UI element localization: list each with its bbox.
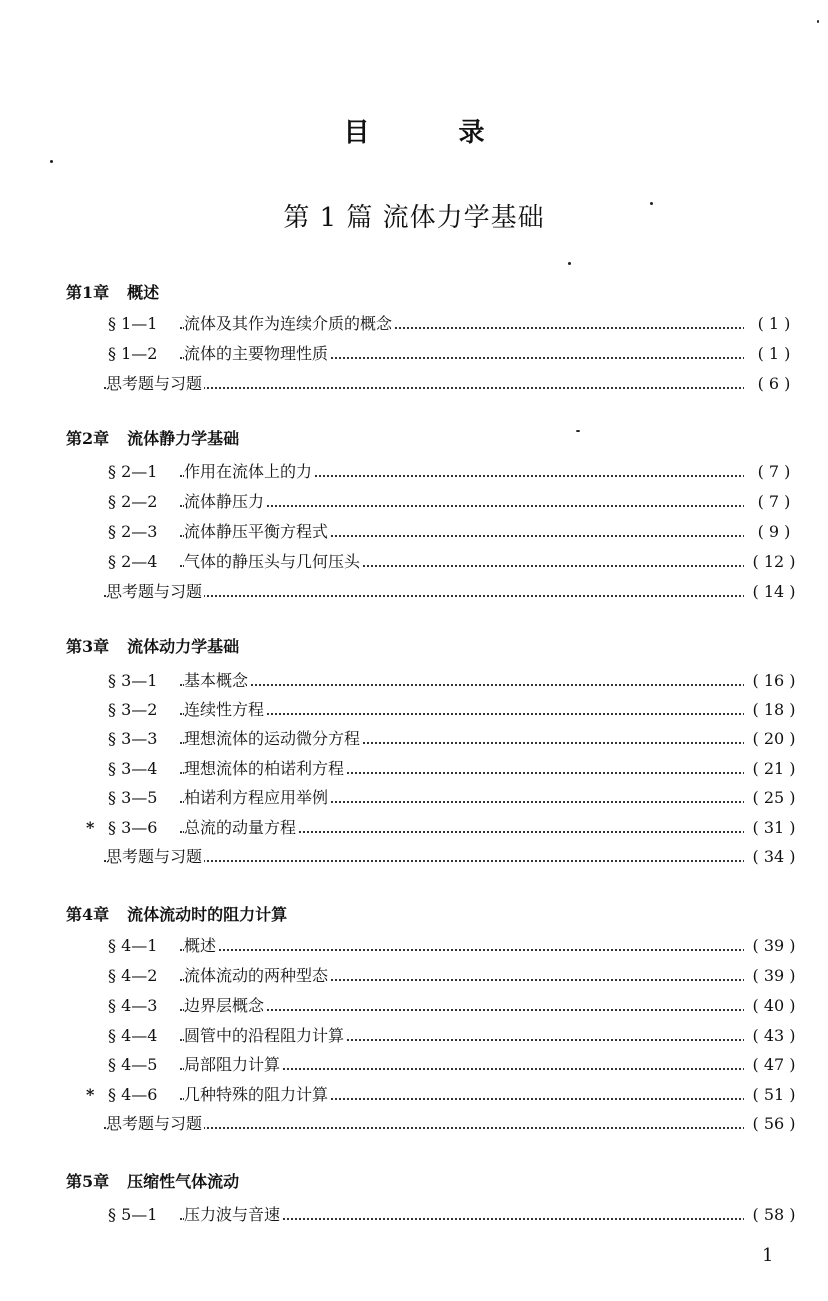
section-number: § 1—2 bbox=[108, 344, 158, 363]
section-number: § 3—6 bbox=[108, 818, 158, 837]
section-number: § 2—1 bbox=[108, 462, 158, 481]
entry-title: 基本概念 bbox=[184, 669, 250, 693]
toc-entry[interactable] bbox=[0, 460, 828, 484]
scan-speck bbox=[50, 160, 53, 163]
entry-page: ( 25 ) bbox=[744, 786, 800, 810]
entry-page: ( 39 ) bbox=[744, 964, 800, 988]
chapter-title: 压缩性气体流动 bbox=[127, 1172, 240, 1191]
entry-title: 理想流体的运动微分方程 bbox=[184, 727, 362, 751]
section-number: § 2—2 bbox=[108, 492, 158, 511]
entry-title: 流体静压力 bbox=[184, 490, 266, 514]
chapter-label: 第2章 bbox=[66, 429, 110, 448]
toc-entry[interactable] bbox=[0, 934, 828, 958]
entry-title: 气体的静压头与几何压头 bbox=[184, 550, 362, 574]
entry-page: ( 7 ) bbox=[744, 460, 800, 484]
toc-entry[interactable] bbox=[0, 845, 828, 869]
optional-mark: * bbox=[86, 1085, 95, 1104]
section-number: § 3—5 bbox=[108, 788, 158, 807]
toc-entry[interactable] bbox=[0, 1083, 828, 1107]
scan-speck bbox=[817, 20, 819, 23]
entry-title: 连续性方程 bbox=[184, 698, 266, 722]
entry-title: 流体及其作为连续介质的概念 bbox=[184, 312, 394, 336]
chapter-label: 第4章 bbox=[66, 905, 110, 924]
entry-page: ( 34 ) bbox=[744, 845, 800, 869]
entry-page: ( 7 ) bbox=[744, 490, 800, 514]
entry-title: 柏诺利方程应用举例 bbox=[184, 786, 330, 810]
toc-entry[interactable] bbox=[0, 727, 828, 751]
toc-entry[interactable] bbox=[0, 669, 828, 693]
section-number: § 3—2 bbox=[108, 700, 158, 719]
toc-entry[interactable] bbox=[0, 342, 828, 366]
entry-title: 局部阻力计算 bbox=[184, 1053, 282, 1077]
toc-entry[interactable] bbox=[0, 757, 828, 781]
entry-title: 理想流体的柏诺利方程 bbox=[184, 757, 346, 781]
entry-page: ( 18 ) bbox=[744, 698, 800, 722]
toc-entry[interactable] bbox=[0, 1024, 828, 1048]
dot-leader bbox=[180, 684, 748, 686]
entry-page: ( 14 ) bbox=[744, 580, 800, 604]
entry-title: 作用在流体上的力 bbox=[184, 460, 314, 484]
toc-entry[interactable] bbox=[0, 786, 828, 810]
entry-page: ( 1 ) bbox=[744, 342, 800, 366]
section-number: § 4—1 bbox=[108, 936, 158, 955]
entry-page: ( 1 ) bbox=[744, 312, 800, 336]
entry-title: 思考题与习题 bbox=[106, 372, 204, 396]
scan-speck bbox=[576, 430, 580, 432]
toc-entry[interactable] bbox=[0, 964, 828, 988]
toc-entry[interactable] bbox=[0, 994, 828, 1018]
entry-page: ( 51 ) bbox=[744, 1083, 800, 1107]
toc-entry[interactable] bbox=[0, 312, 828, 336]
entry-title: 思考题与习题 bbox=[106, 580, 204, 604]
section-number: § 2—4 bbox=[108, 552, 158, 571]
section-number: § 3—1 bbox=[108, 671, 158, 690]
scan-speck bbox=[568, 262, 571, 265]
entry-page: ( 40 ) bbox=[744, 994, 800, 1018]
chapter-heading bbox=[66, 1169, 239, 1192]
section-number: § 1—1 bbox=[108, 314, 158, 333]
toc-entry[interactable] bbox=[0, 372, 828, 396]
entry-page: ( 16 ) bbox=[744, 669, 800, 693]
entry-page: ( 20 ) bbox=[744, 727, 800, 751]
section-number: § 4—5 bbox=[108, 1055, 158, 1074]
entry-page: ( 56 ) bbox=[744, 1112, 800, 1136]
toc-entry[interactable] bbox=[0, 1112, 828, 1136]
toc-entry[interactable] bbox=[0, 1203, 828, 1227]
chapter-title: 流体静力学基础 bbox=[127, 429, 240, 448]
toc-entry[interactable] bbox=[0, 816, 828, 840]
chapter-title: 流体流动时的阻力计算 bbox=[127, 905, 288, 924]
section-number: § 4—3 bbox=[108, 996, 158, 1015]
entry-title: 思考题与习题 bbox=[106, 845, 204, 869]
chapter-title: 概述 bbox=[127, 283, 160, 302]
entry-title: 流体流动的两种型态 bbox=[184, 964, 330, 988]
dot-leader bbox=[180, 949, 748, 951]
toc-entry[interactable] bbox=[0, 1053, 828, 1077]
chapter-label: 第5章 bbox=[66, 1172, 110, 1191]
entry-page: ( 21 ) bbox=[744, 757, 800, 781]
section-number: § 3—3 bbox=[108, 729, 158, 748]
entry-title: 概述 bbox=[184, 934, 218, 958]
chapter-heading bbox=[66, 426, 239, 449]
toc-title: 目 录 bbox=[343, 118, 525, 148]
chapter-title: 流体动力学基础 bbox=[127, 637, 240, 656]
entry-title: 几种特殊的阻力计算 bbox=[184, 1083, 330, 1107]
entry-title: 流体静压平衡方程式 bbox=[184, 520, 330, 544]
entry-page: ( 9 ) bbox=[744, 520, 800, 544]
entry-title: 压力波与音速 bbox=[184, 1203, 282, 1227]
entry-page: ( 58 ) bbox=[744, 1203, 800, 1227]
optional-mark: * bbox=[86, 818, 95, 837]
page-number: 1 bbox=[762, 1245, 774, 1266]
toc-entry[interactable] bbox=[0, 580, 828, 604]
toc-entry[interactable] bbox=[0, 490, 828, 514]
entry-page: ( 31 ) bbox=[744, 816, 800, 840]
chapter-heading bbox=[66, 902, 287, 925]
entry-page: ( 12 ) bbox=[744, 550, 800, 574]
scan-speck bbox=[650, 202, 653, 205]
section-number: § 3—4 bbox=[108, 759, 158, 778]
chapter-heading bbox=[66, 280, 159, 303]
toc-entry[interactable] bbox=[0, 550, 828, 574]
entry-title: 边界层概念 bbox=[184, 994, 266, 1018]
entry-page: ( 39 ) bbox=[744, 934, 800, 958]
entry-page: ( 6 ) bbox=[744, 372, 800, 396]
chapter-heading bbox=[66, 634, 239, 657]
section-number: § 5—1 bbox=[108, 1205, 158, 1224]
entry-page: ( 43 ) bbox=[744, 1024, 800, 1048]
part-title: 第 1 篇 流体力学基础 bbox=[283, 203, 545, 233]
toc-entry[interactable] bbox=[0, 520, 828, 544]
entry-title: 流体的主要物理性质 bbox=[184, 342, 330, 366]
section-number: § 2—3 bbox=[108, 522, 158, 541]
entry-page: ( 47 ) bbox=[744, 1053, 800, 1077]
chapter-label: 第1章 bbox=[66, 283, 110, 302]
section-number: § 4—6 bbox=[108, 1085, 158, 1104]
section-number: § 4—2 bbox=[108, 966, 158, 985]
entry-title: 总流的动量方程 bbox=[184, 816, 298, 840]
section-number: § 4—4 bbox=[108, 1026, 158, 1045]
entry-title: 思考题与习题 bbox=[106, 1112, 204, 1136]
entry-title: 圆管中的沿程阻力计算 bbox=[184, 1024, 346, 1048]
toc-entry[interactable] bbox=[0, 698, 828, 722]
chapter-label: 第3章 bbox=[66, 637, 110, 656]
